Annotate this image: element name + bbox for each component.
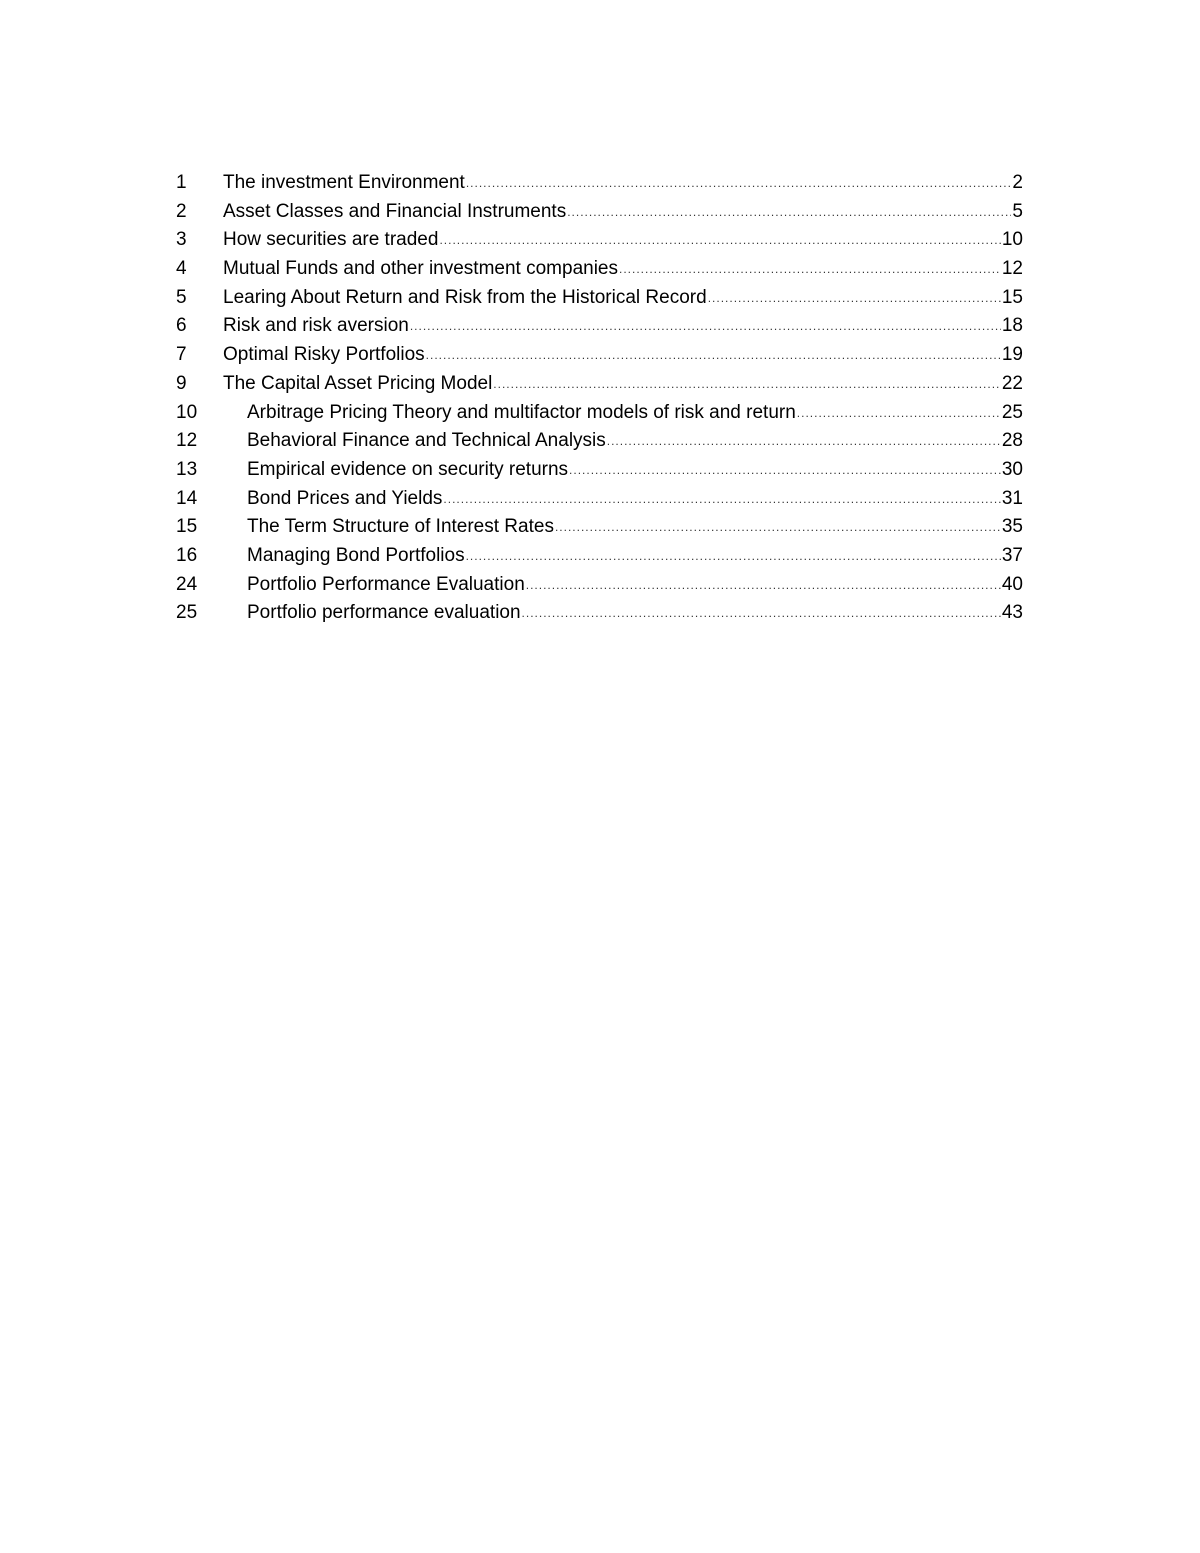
toc-entry-page: 31 <box>1001 487 1023 509</box>
toc-dot-leader <box>443 485 1000 514</box>
toc-entry[interactable] <box>176 427 1023 456</box>
toc-dot-leader <box>522 599 1001 628</box>
toc-entry-title: Mutual Funds and other investment companies <box>223 258 618 280</box>
toc-entry-title: Learing About Return and Risk from the Historical Record <box>223 286 707 308</box>
toc-entry-number: 15 <box>176 516 198 538</box>
toc-dot-leader <box>569 456 1001 485</box>
toc-entry-title: The Capital Asset Pricing Model <box>223 372 493 394</box>
toc-entry[interactable] <box>176 284 1023 313</box>
toc-dot-leader <box>708 284 1001 313</box>
toc-entry-title: Portfolio Performance Evaluation <box>247 573 525 595</box>
toc-entry[interactable] <box>176 198 1023 227</box>
toc-entry-title: The investment Environment <box>223 172 465 193</box>
toc-dot-leader <box>607 427 1001 456</box>
toc-entry-number: 7 <box>176 344 187 366</box>
toc-entry[interactable] <box>176 226 1023 255</box>
toc-entry-page: 18 <box>1001 315 1023 337</box>
toc-entry-number: 12 <box>176 430 198 452</box>
toc-entry-page: 25 <box>1001 401 1023 423</box>
toc-dot-leader <box>797 399 1001 428</box>
toc-entry-page: 43 <box>1001 602 1023 624</box>
toc-entry[interactable] <box>176 370 1023 399</box>
toc-entry[interactable] <box>176 485 1023 514</box>
toc-entry-page: 28 <box>1001 430 1023 452</box>
toc-entry-page: 12 <box>1001 258 1023 280</box>
toc-dot-leader <box>567 198 1011 227</box>
toc-entry-title: Empirical evidence on security returns <box>247 458 569 480</box>
toc-entry-page: 10 <box>1001 229 1023 251</box>
toc-entry[interactable] <box>176 456 1023 485</box>
toc-entry[interactable] <box>176 255 1023 284</box>
toc-dot-leader <box>619 255 1001 284</box>
toc-entry-title: Managing Bond Portfolios <box>247 544 465 566</box>
toc-entry-number: 2 <box>176 200 187 222</box>
toc-dot-leader <box>466 542 1001 571</box>
toc-entry-page: 19 <box>1001 344 1023 366</box>
toc-dot-leader <box>466 169 1012 198</box>
toc-entry-number: 3 <box>176 229 187 251</box>
toc-dot-leader <box>426 341 1001 370</box>
toc-entry-title: Optimal Risky Portfolios <box>223 344 425 366</box>
toc-entry-number: 5 <box>176 286 187 308</box>
toc-dot-leader <box>439 226 1000 255</box>
toc-entry-title: Asset Classes and Financial Instruments <box>223 200 567 222</box>
toc-entry-number: 4 <box>176 258 187 280</box>
toc-entry-page: 22 <box>1001 372 1023 394</box>
toc-entry-number: 6 <box>176 315 187 337</box>
toc-entry-page: 40 <box>1001 573 1023 595</box>
toc-entry-number: 13 <box>176 458 198 480</box>
toc-entry[interactable] <box>176 513 1023 542</box>
toc-entry-page: 30 <box>1001 458 1023 480</box>
toc-entry-page: 35 <box>1001 516 1023 538</box>
toc-entry-title: Risk and risk aversion <box>223 315 409 337</box>
toc-entry-number: 24 <box>176 573 198 595</box>
toc-dot-leader <box>555 513 1001 542</box>
toc-entry-title: The Term Structure of Interest Rates <box>247 516 554 538</box>
toc-entry-page: 5 <box>1012 200 1023 222</box>
toc-entry-number: 1 <box>176 172 187 193</box>
toc-entry-number: 16 <box>176 544 198 566</box>
toc-entry-page: 15 <box>1001 286 1023 308</box>
toc-entry-number: 14 <box>176 487 198 509</box>
toc-entry-title: How securities are traded <box>223 229 439 251</box>
toc-entry-page: 2 <box>1012 172 1023 193</box>
table-of-contents <box>176 169 1023 628</box>
toc-entry-page: 37 <box>1001 544 1023 566</box>
toc-entry-title: Behavioral Finance and Technical Analysis <box>247 430 606 452</box>
toc-entry-title: Arbitrage Pricing Theory and multifactor models of risk and return <box>247 401 796 423</box>
toc-dot-leader <box>410 312 1001 341</box>
toc-entry[interactable] <box>176 341 1023 370</box>
toc-entry[interactable] <box>176 599 1023 628</box>
toc-dot-leader <box>493 370 1001 399</box>
toc-entry-title: Bond Prices and Yields <box>247 487 443 509</box>
toc-entry-title: Portfolio performance evaluation <box>247 602 521 624</box>
toc-entry[interactable] <box>176 312 1023 341</box>
toc-entry-number: 25 <box>176 602 198 624</box>
toc-entry[interactable] <box>176 169 1023 198</box>
toc-entry-number: 9 <box>176 372 187 394</box>
toc-entry[interactable] <box>176 399 1023 428</box>
toc-entry[interactable] <box>176 571 1023 600</box>
toc-dot-leader <box>526 571 1001 600</box>
toc-entry-number: 10 <box>176 401 198 423</box>
toc-entry[interactable] <box>176 542 1023 571</box>
